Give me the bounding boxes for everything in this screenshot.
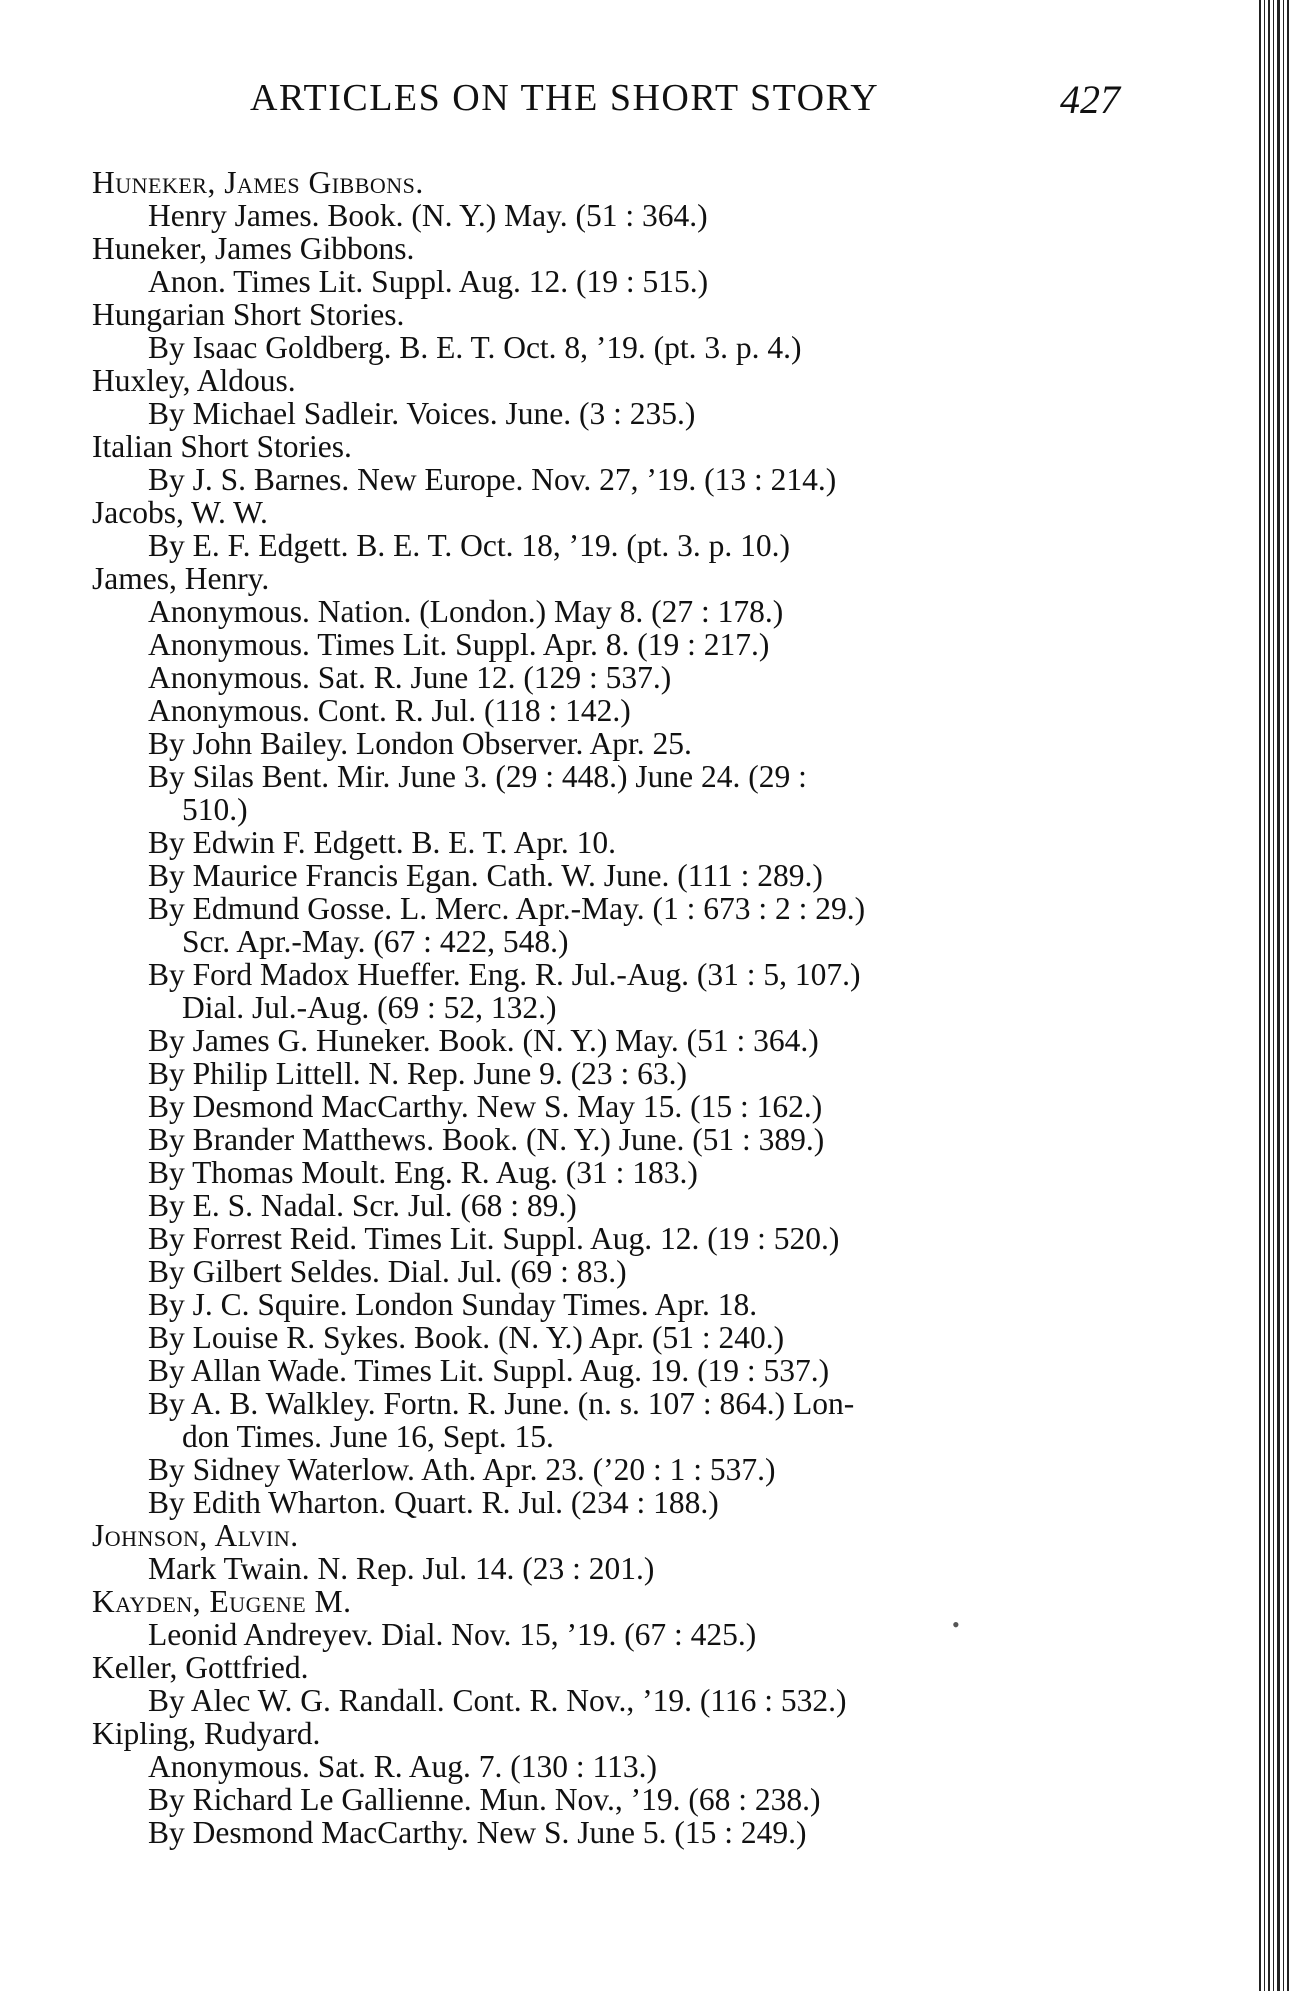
entry-citation: By Ford Madox Hueffer. Eng. R. Jul.-Aug. (31 : 5, 107.) (148, 957, 861, 992)
entry-citation: Anonymous. Times Lit. Suppl. Apr. 8. (19 : 217.) (148, 627, 770, 662)
entry-heading: Kipling, Rudyard. (92, 1716, 321, 1751)
entry-citation: By James G. Huneker. Book. (N. Y.) May. (51 : 364.) (148, 1023, 819, 1058)
entry-citation: By John Bailey. London Observer. Apr. 25. (148, 726, 692, 761)
entry-heading: Huneker, James Gibbons. (92, 231, 415, 266)
entry-citation: By Alec W. G. Randall. Cont. R. Nov., ’19. (116 : 532.) (148, 1683, 847, 1718)
entry-heading: Hungarian Short Stories. (92, 297, 405, 332)
entry-citation: Anonymous. Cont. R. Jul. (118 : 142.) (148, 693, 631, 728)
entry-citation: By Desmond MacCarthy. New S. June 5. (15 : 249.) (148, 1815, 807, 1850)
entry-heading: Jacobs, W. W. (92, 495, 268, 530)
entry-citation: By Forrest Reid. Times Lit. Suppl. Aug. 12. (19 : 520.) (148, 1221, 840, 1256)
entry-continuation: Scr. Apr.-May. (67 : 422, 548.) (182, 924, 569, 959)
entry-citation: By A. B. Walkley. Fortn. R. June. (n. s. 107 : 864.) Lon- (148, 1386, 855, 1421)
entry-continuation: Dial. Jul.-Aug. (69 : 52, 132.) (182, 990, 557, 1025)
page-number: 427 (1060, 77, 1120, 122)
entry-citation: Anonymous. Sat. R. June 12. (129 : 537.) (148, 660, 672, 695)
entry-heading: Huxley, Aldous. (92, 363, 296, 398)
page-edge-lines (1259, 0, 1293, 1991)
entry-citation: By J. C. Squire. London Sunday Times. Apr. 18. (148, 1287, 758, 1322)
entry-citation: By E. F. Edgett. B. E. T. Oct. 18, ’19. (pt. 3. p. 10.) (148, 528, 791, 563)
entry-citation: By Louise R. Sykes. Book. (N. Y.) Apr. (51 : 240.) (148, 1320, 785, 1355)
bibliography-entries (92, 166, 1132, 1849)
stray-mark: • (952, 1612, 960, 1637)
entry-citation: By Isaac Goldberg. B. E. T. Oct. 8, ’19. (pt. 3. p. 4.) (148, 330, 802, 365)
entry-citation: By E. S. Nadal. Scr. Jul. (68 : 89.) (148, 1188, 577, 1223)
entry-citation: By Edmund Gosse. L. Merc. Apr.-May. (1 : 673 : 2 : 29.) (148, 891, 866, 926)
entry-citation: By Philip Littell. N. Rep. June 9. (23 : 63.) (148, 1056, 687, 1091)
entry-citation: By Thomas Moult. Eng. R. Aug. (31 : 183.) (148, 1155, 698, 1190)
entry-citation: By Brander Matthews. Book. (N. Y.) June. (51 : 389.) (148, 1122, 825, 1157)
entry-heading: Johnson, Alvin. (92, 1518, 299, 1553)
entry-citation: Leonid Andreyev. Dial. Nov. 15, ’19. (67 : 425.) (148, 1617, 757, 1652)
entry-citation: Henry James. Book. (N. Y.) May. (51 : 364.) (148, 198, 708, 233)
entry-heading: Kayden, Eugene M. (92, 1584, 352, 1619)
entry-citation: By Allan Wade. Times Lit. Suppl. Aug. 19. (19 : 537.) (148, 1353, 830, 1388)
entry-citation: By J. S. Barnes. New Europe. Nov. 27, ’19. (13 : 214.) (148, 462, 837, 497)
entry-citation: By Gilbert Seldes. Dial. Jul. (69 : 83.) (148, 1254, 627, 1289)
entry-citation: Anonymous. Sat. R. Aug. 7. (130 : 113.) (148, 1749, 657, 1784)
entry-citation: By Michael Sadleir. Voices. June. (3 : 235.) (148, 396, 696, 431)
entry-citation: By Silas Bent. Mir. June 3. (29 : 448.) June 24. (29 : (148, 759, 807, 794)
entry-citation: By Sidney Waterlow. Ath. Apr. 23. (’20 : 1 : 537.) (148, 1452, 776, 1487)
entry-heading: Keller, Gottfried. (92, 1650, 309, 1685)
entry-citation: By Richard Le Gallienne. Mun. Nov., ’19. (68 : 238.) (148, 1782, 821, 1817)
entry-heading: James, Henry. (92, 561, 270, 596)
entry-citation: Anon. Times Lit. Suppl. Aug. 12. (19 : 515.) (148, 264, 709, 299)
entry-heading: Huneker, James Gibbons. (92, 165, 424, 200)
entry-citation: Mark Twain. N. Rep. Jul. 14. (23 : 201.) (148, 1551, 655, 1586)
entry-continuation: don Times. June 16, Sept. 15. (182, 1419, 554, 1454)
page-header (250, 76, 1130, 126)
entry-citation: By Maurice Francis Egan. Cath. W. June. (111 : 289.) (148, 858, 823, 893)
entry-citation: By Edwin F. Edgett. B. E. T. Apr. 10. (148, 825, 616, 860)
entry-citation: Anonymous. Nation. (London.) May 8. (27 : 178.) (148, 594, 784, 629)
entry-citation: By Edith Wharton. Quart. R. Jul. (234 : 188.) (148, 1485, 719, 1520)
entry-citation: By Desmond MacCarthy. New S. May 15. (15 : 162.) (148, 1089, 823, 1124)
running-title: ARTICLES ON THE SHORT STORY (250, 77, 880, 119)
entry-continuation: 510.) (182, 792, 248, 827)
entry-heading: Italian Short Stories. (92, 429, 352, 464)
